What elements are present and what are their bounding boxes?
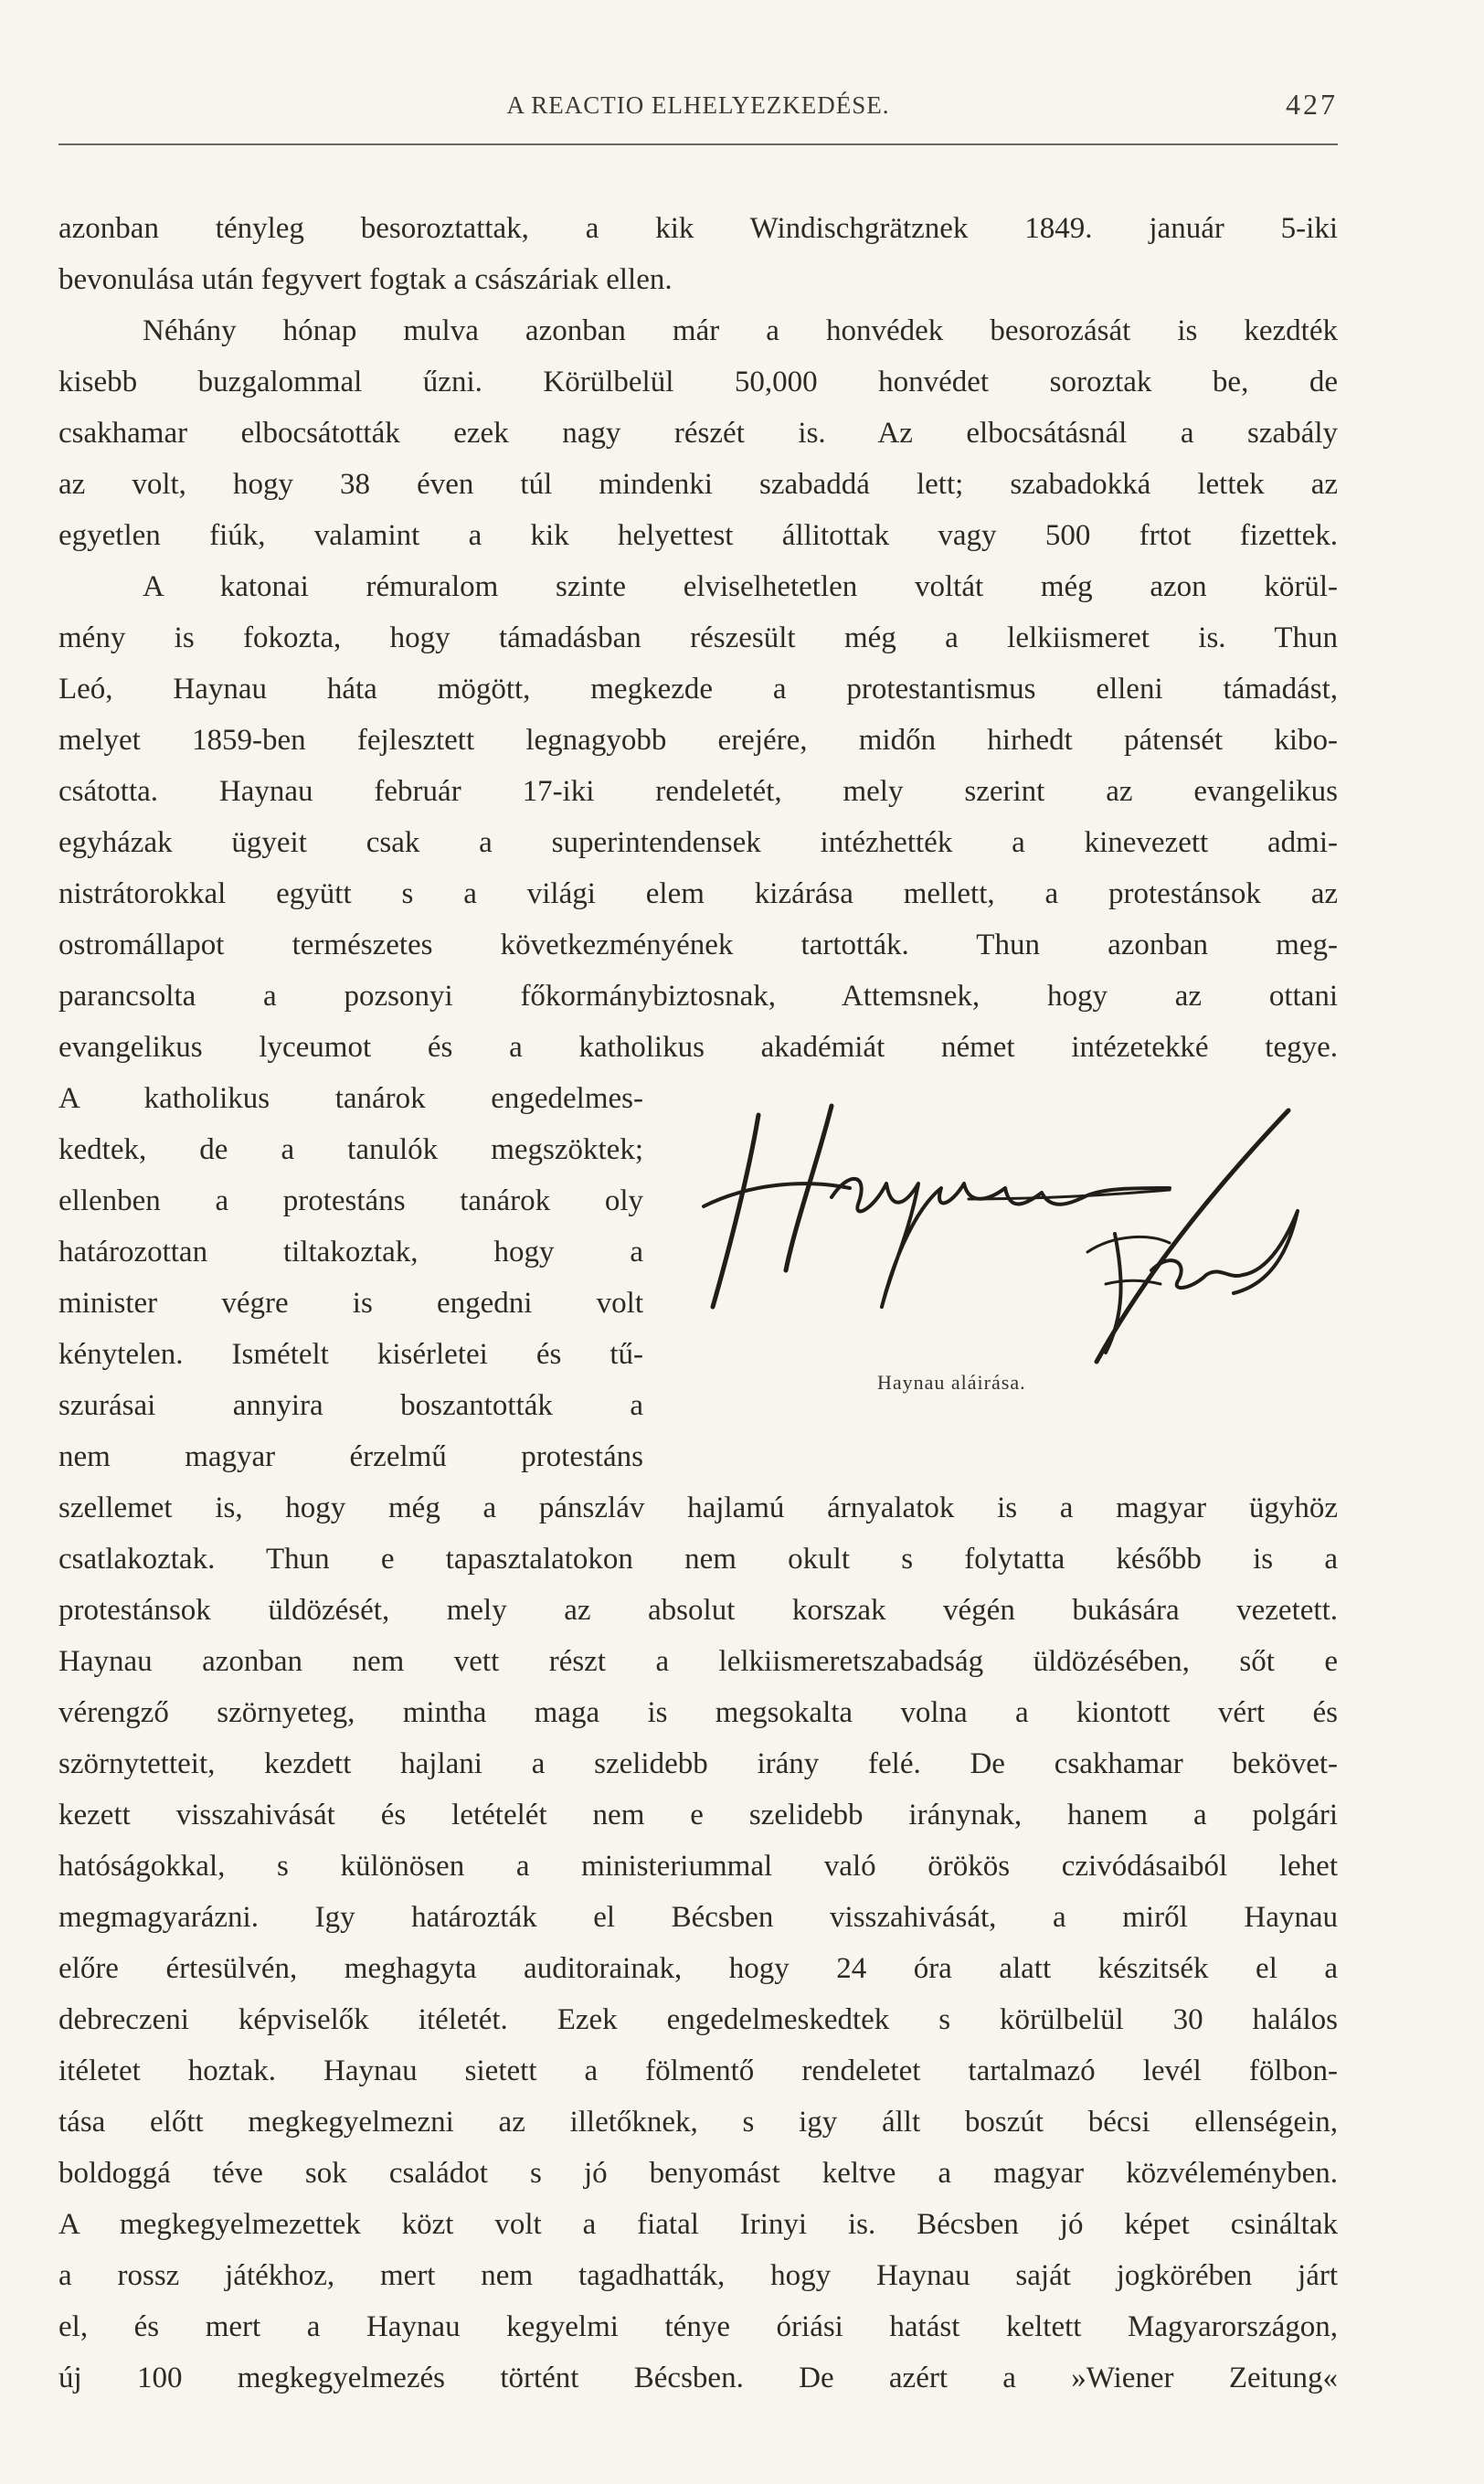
text-line: A katholikus tanárok engedelmes- [58, 1082, 643, 1115]
haynau-signature-image [694, 1097, 1334, 1371]
text-line: ostromállapot természetes következményének tartották. Thun azonban meg- [58, 929, 1338, 961]
text-line: előre értesülvén, meghagyta auditorainak, hogy 24 óra alatt készitsék el a [58, 1952, 1338, 1985]
text-line: egyetlen fiúk, valamint a kik helyettest állitottak vagy 500 frtot fizettek. [58, 519, 1338, 552]
text-line: megmagyarázni. Igy határozták el Bécsben visszahivását, a miről Haynau [58, 1901, 1338, 1934]
text-line: csátotta. Haynau február 17-iki rendeletét, mely szerint az evangelikus [58, 775, 1338, 808]
text-line: melyet 1859-ben fejlesztett legnagyobb erejére, midőn hirhedt pátensét kibo- [58, 724, 1338, 757]
text-line: szurásai annyira boszantották a [58, 1389, 643, 1422]
text-line: szellemet is, hogy még a pánszláv hajlamú árnyalatok is a magyar ügyhöz [58, 1491, 1338, 1524]
header-rule [58, 143, 1338, 145]
text-line: itéletet hoztak. Haynau sietett a fölmentő rendeletet tartalmazó levél fölbon- [58, 2054, 1338, 2087]
page-number: 427 [1286, 88, 1338, 121]
text-line: új 100 megkegyelmezés történt Bécsben. De azért a »Wiener Zeitung« [58, 2362, 1338, 2394]
text-line: csakhamar elbocsátották ezek nagy részét is. Az elbocsátásnál a szabály [58, 417, 1338, 450]
running-title: A REACTIO ELHELYEZKEDÉSE. [506, 91, 890, 119]
text-line: az volt, hogy 38 éven túl mindenki szabaddá lett; szabadokká lettek az [58, 468, 1338, 501]
text-line: A katonai rémuralom szinte elviselhetetlen voltát még azon körül- [143, 570, 1338, 603]
text-line: Néhány hónap mulva azonban már a honvédek besorozását is kezdték [143, 314, 1338, 347]
text-line: határozottan tiltakoztak, hogy a [58, 1236, 643, 1269]
signature-drawing [694, 1097, 1334, 1371]
text-line: bevonulása után fegyvert fogtak a császáriak ellen. [58, 263, 673, 296]
text-line: Leó, Haynau háta mögött, megkezde a protestantismus elleni támadást, [58, 673, 1338, 706]
text-line: csatlakoztak. Thun e tapasztalatokon nem okult s folytatta később is a [58, 1543, 1338, 1576]
text-line: vérengző szörnyeteg, mintha maga is megsokalta volna a kiontott vért és [58, 1696, 1338, 1729]
text-line: kisebb buzgalommal űzni. Körülbelül 50,000 honvédet soroztak be, de [58, 366, 1338, 398]
text-line: egyházak ügyeit csak a superintendensek intézhették a kinevezett admi- [58, 826, 1338, 859]
text-line: kedtek, de a tanulók megszöktek; [58, 1133, 643, 1166]
text-line: azonban tényleg besoroztattak, a kik Windischgrätznek 1849. január 5-iki [58, 212, 1338, 245]
text-line: nem magyar érzelmű protestáns [58, 1440, 643, 1473]
signature-caption: Haynau aláirása. [877, 1371, 1026, 1394]
text-line: hatóságokkal, s különösen a ministeriummal való örökös czivódásaiból lehet [58, 1850, 1338, 1883]
text-line: minister végre is engedni volt [58, 1287, 643, 1320]
text-line: el, és mert a Haynau kegyelmi ténye óriási hatást keltett Magyarországon, [58, 2310, 1338, 2343]
text-line: debreczeni képviselők itéletét. Ezek engedelmeskedtek s körülbelül 30 halálos [58, 2003, 1338, 2036]
text-line: szörnytetteit, kezdett hajlani a szelidebb irány felé. De csakhamar bekövet- [58, 1747, 1338, 1780]
text-line: evangelikus lyceumot és a katholikus akadémiát német intézetekké tegye. [58, 1031, 1338, 1064]
text-line: tása előtt megkegyelmezni az illetőknek, s igy állt boszút bécsi ellenségein, [58, 2106, 1338, 2139]
text-line: A megkegyelmezettek közt volt a fiatal Irinyi is. Bécsben jó képet csináltak [58, 2208, 1338, 2241]
text-line: protestánsok üldözését, mely az absolut korszak végén bukására vezetett. [58, 1594, 1338, 1627]
text-line: a rossz játékhoz, mert nem tagadhatták, hogy Haynau saját jogkörében járt [58, 2259, 1338, 2292]
text-line: Haynau azonban nem vett részt a lelkiismeretszabadság üldözésében, sőt e [58, 1645, 1338, 1678]
text-line: mény is fokozta, hogy támadásban részesült még a lelkiismeret is. Thun [58, 621, 1338, 654]
text-line: boldoggá téve sok családot s jó benyomást keltve a magyar közvéleményben. [58, 2157, 1338, 2190]
text-line: ellenben a protestáns tanárok oly [58, 1184, 643, 1217]
text-line: parancsolta a pozsonyi főkormánybiztosnak, Attemsnek, hogy az ottani [58, 980, 1338, 1013]
text-line: nistrátorokkal együtt s a világi elem kizárása mellett, a protestánsok az [58, 877, 1338, 910]
text-line: kezett visszahivását és letételét nem e szelidebb iránynak, hanem a polgári [58, 1799, 1338, 1831]
page-header [58, 88, 1338, 135]
text-line: kénytelen. Ismételt kisérletei és tű- [58, 1338, 643, 1371]
